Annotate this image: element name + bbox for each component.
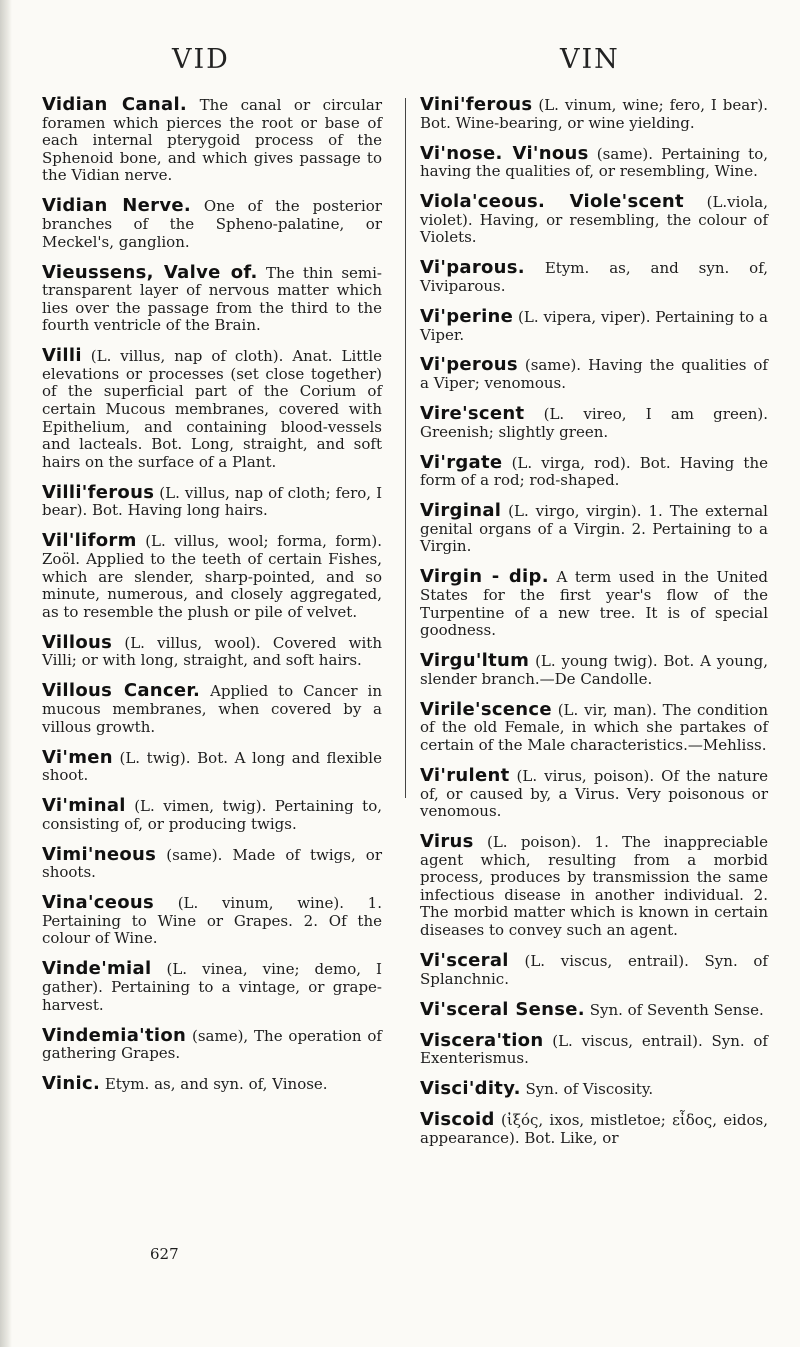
- entry-definition: (L. villus, wool; forma, form). Zoöl. Applied to the teeth of certain Fishes, which are slender, sharp-pointed, and so minute, numerous, and closely aggregated, as to resemble the plush or pile of velvet.: [42, 532, 382, 621]
- dictionary-entry: [42, 682, 382, 736]
- entry-headword: Vinde'mial: [42, 958, 152, 980]
- dictionary-entry: [420, 998, 768, 1020]
- entry-headword: Vi'minal: [42, 795, 126, 817]
- entry-definition: Etym. as, and syn. of, Vinose.: [104, 1075, 328, 1094]
- entry-headword: Virus: [420, 831, 474, 853]
- dictionary-entry: [420, 833, 768, 940]
- entry-headword: Villi: [42, 345, 82, 367]
- entry-definition: (same). Having the qualities of a Viper; venomous.: [420, 356, 768, 393]
- dictionary-entry: [420, 356, 768, 392]
- entry-definition: (L. vinea, vine; demo, I gather). Pertaining to a vintage, or grape-harvest.: [42, 960, 382, 1014]
- entry-headword: Vidian Nerve.: [42, 195, 192, 217]
- dictionary-entry: [420, 952, 768, 988]
- dictionary-entry: [420, 568, 768, 639]
- dictionary-entry: [42, 197, 382, 251]
- entry-definition: (L. vinum, wine). 1. Pertaining to Wine or Grapes. 2. Of the colour of Wine.: [42, 894, 382, 948]
- entry-headword: Vi'men: [42, 746, 113, 768]
- dictionary-entry: [42, 261, 382, 335]
- dictionary-entry: [42, 96, 382, 185]
- running-head-right: VIN: [560, 44, 620, 75]
- entry-headword: Vidian Canal.: [42, 94, 188, 115]
- dictionary-entry: [42, 481, 383, 520]
- entry-definition: (L. villus, wool). Covered with Villi; or with long, straight, and soft hairs.: [42, 633, 382, 670]
- dictionary-entry: [42, 1024, 382, 1063]
- entry-headword: Vil'liform: [42, 530, 137, 552]
- entry-definition: (L. poison). 1. The inappreciable agent which, resulting from a morbid process, produces by transmission the same infectious disease in another individual. 2. The morbid matter which is known in certain diseases to convey such an agent.: [420, 833, 768, 940]
- dictionary-entry: [420, 1080, 768, 1099]
- right-column: [420, 96, 768, 1160]
- entry-headword: Vindemia'tion: [42, 1024, 187, 1046]
- entry-definition: Syn. of Seventh Sense.: [589, 1000, 764, 1019]
- running-head-left: VID: [172, 44, 230, 75]
- entry-definition: (L. vipera, viper). Pertaining to a Viper.: [420, 307, 768, 344]
- entry-definition: The thin semi-transparent layer of nervous matter which lies over the passage from the third to the fourth ventricle of the Brain.: [42, 263, 382, 335]
- dictionary-entry: [420, 1029, 768, 1068]
- book-spine-shadow: [0, 0, 12, 1347]
- entry-headword: Vi'sceral: [420, 950, 509, 972]
- entry-headword: Vi'parous.: [420, 257, 525, 279]
- dictionary-entry: [42, 1075, 382, 1094]
- dictionary-entry: [420, 96, 768, 132]
- entry-definition: (same), The operation of gathering Grapes.: [42, 1026, 382, 1063]
- entry-definition: (L. villus, nap of cloth; fero, I bear). Bot. Having long hairs.: [42, 483, 383, 520]
- entry-headword: Vimi'neous: [42, 843, 157, 865]
- entry-headword: Virgin - dip.: [420, 566, 549, 588]
- entry-definition: (same). Pertaining to, having the qualities of, or resembling, Wine.: [420, 144, 768, 181]
- entry-definition: (L. virus, poison). Of the nature of, or caused by, a Virus. Very poisonous or venomous.: [420, 766, 768, 821]
- entry-definition: Applied to Cancer in mucous membranes, when covered by a villous growth.: [42, 682, 382, 736]
- entry-headword: Villi'ferous: [42, 481, 155, 503]
- entry-definition: (L. vimen, twig). Pertaining to, consisting of, or producing twigs.: [42, 797, 382, 833]
- entry-headword: Vi'perine: [420, 305, 514, 327]
- dictionary-entry: [420, 652, 768, 688]
- entry-definition: (L. viscus, entrail). Syn. of Splanchnic.: [420, 952, 768, 988]
- entry-headword: Vini'ferous: [420, 94, 533, 115]
- entry-definition: (L. virgo, virgin). 1. The external genital organs of a Virgin. 2. Pertaining to a Virgin.: [420, 502, 768, 556]
- dictionary-entry: [420, 502, 768, 556]
- dictionary-entry: [42, 960, 382, 1014]
- entry-headword: Vi'perous: [420, 354, 518, 376]
- dictionary-entry: [420, 764, 768, 821]
- entry-headword: Virgu'ltum: [420, 650, 530, 672]
- dictionary-entry: [420, 1111, 768, 1147]
- entry-definition: (L. villus, nap of cloth). Anat. Little elevations or processes (set close together) of the superficial part of the Corium of certain Mucous membranes, covered with Epithelium, and containing blood-vessels and lacteals. Bot. Long, straight, and soft hairs on the surface of a Plant.: [42, 347, 382, 471]
- entry-headword: Vire'scent: [420, 403, 525, 425]
- entry-definition: (ἰξός, ixos, mistletoe; εἶδος, eidos, appearance). Bot. Like, or: [420, 1111, 768, 1147]
- entry-definition: Etym. as, and syn. of, Viviparous.: [420, 259, 768, 295]
- column-divider: [405, 98, 406, 798]
- entry-headword: Virile'scence: [420, 698, 552, 720]
- entry-headword: Vi'nose. Vi'nous: [420, 142, 589, 164]
- dictionary-entry: [420, 193, 768, 247]
- entry-definition: A term used in the United States for the first year's flow of the Turpentine of a new tree. It is of special goodness.: [420, 568, 768, 640]
- entry-definition: (L. young twig). Bot. A young, slender branch.—De Candolle.: [420, 652, 768, 688]
- entry-headword: Villous: [42, 631, 113, 653]
- entry-definition: (L. virga, rod). Bot. Having the form of a rod; rod-shaped.: [420, 453, 768, 490]
- dictionary-entry: [42, 631, 382, 670]
- dictionary-entry: [42, 746, 382, 785]
- entry-definition: (L. vir, man). The condition of the old Female, in which she partakes of certain of the Male characteristics.—Mehliss.: [420, 700, 768, 754]
- entry-definition: (same). Made of twigs, or shoots.: [42, 845, 382, 882]
- entry-definition: (L. vireo, I am green). Greenish; slightly green.: [420, 405, 768, 441]
- dictionary-entry: [42, 797, 382, 833]
- entry-definition: Syn. of Viscosity.: [525, 1080, 654, 1099]
- dictionary-entry: [420, 405, 768, 441]
- entry-headword: Villous Cancer.: [42, 680, 201, 702]
- entry-headword: Visci'dity.: [420, 1078, 521, 1100]
- entry-definition: (L. twig). Bot. A long and flexible shoot.: [42, 748, 382, 785]
- entry-definition: (L.viola, violet). Having, or resembling, the colour of Violets.: [420, 193, 768, 247]
- left-column: [42, 96, 382, 1106]
- entry-headword: Vi'rulent: [420, 764, 510, 786]
- page-number: 627: [150, 1245, 179, 1263]
- entry-definition: (L. viscus, entrail). Syn. of Exenterismus.: [420, 1031, 768, 1068]
- dictionary-entry: [42, 843, 382, 882]
- entry-headword: Virginal: [420, 500, 502, 522]
- entry-headword: Vinic.: [42, 1073, 101, 1095]
- dictionary-entry: [42, 894, 382, 948]
- entry-definition: (L. vinum, wine; fero, I bear). Bot. Wine-bearing, or wine yielding.: [420, 96, 768, 132]
- dictionary-entry: [42, 347, 382, 471]
- entry-definition: One of the posterior branches of the Spheno-palatine, or Meckel's, ganglion.: [42, 197, 382, 251]
- dictionary-entry: [42, 532, 382, 621]
- dictionary-entry: [420, 698, 768, 755]
- entry-headword: Viola'ceous. Viole'scent: [420, 191, 684, 213]
- entry-headword: Viscoid: [420, 1109, 495, 1131]
- entry-definition: The canal or circular foramen which pierces the root or base of each internal pterygoid process of the Sphenoid bone, and which gives passage to the Vidian nerve.: [42, 96, 382, 185]
- entry-headword: Viscera'tion: [420, 1029, 544, 1051]
- dictionary-entry: [420, 259, 768, 295]
- entry-headword: Vi'rgate: [420, 451, 503, 473]
- dictionary-entry: [420, 305, 768, 344]
- entry-headword: Vi'sceral Sense.: [420, 998, 585, 1020]
- entry-headword: Vieussens, Valve of.: [42, 261, 258, 283]
- dictionary-entry: [420, 142, 768, 181]
- entry-headword: Vina'ceous: [42, 892, 155, 914]
- dictionary-entry: [420, 451, 768, 490]
